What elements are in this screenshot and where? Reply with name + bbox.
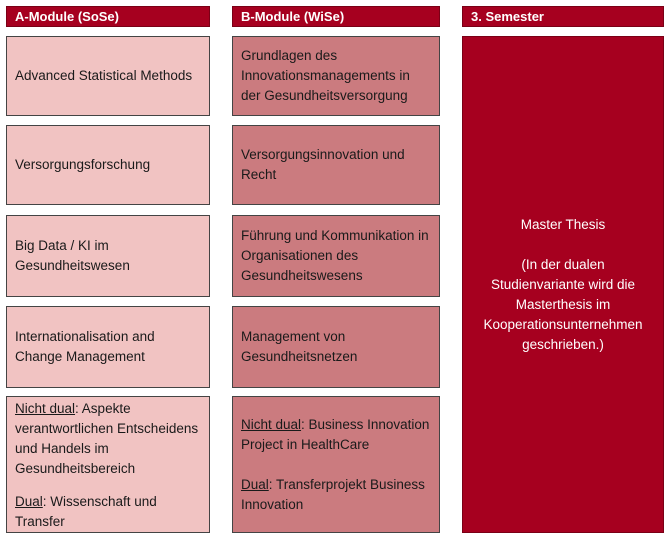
b-module-label: Führung und Kommunikation in Organisationen des Gesundheitswesens	[241, 228, 429, 283]
b-module-choice	[232, 396, 440, 533]
a-module-label: Versorgungsforschung	[15, 157, 151, 172]
b-module-label: Grundlagen des Innovationsmanagements in der Gesundheitsversorgung	[241, 48, 410, 103]
a-choice-dual	[15, 492, 201, 532]
a-choice-dual-text: : Wissenschaft und Transfer	[15, 494, 157, 529]
b-module-management-gesundheitsnetze	[232, 306, 440, 388]
b-choice-nicht-dual	[241, 415, 431, 455]
b-module-versorgungsinnovation-recht	[232, 125, 440, 205]
a-choice-dual-label: Dual	[15, 494, 43, 509]
header-semester-3: 3. Semester	[462, 6, 664, 27]
b-choice-dual-label: Dual	[241, 476, 269, 492]
b-module-grundlagen-innovationsmanagement	[232, 36, 440, 116]
master-thesis-box	[462, 36, 664, 533]
b-module-label: Management von Gesundheitsnetzen	[241, 329, 358, 364]
a-module-advanced-statistical-methods	[6, 36, 210, 116]
a-choice-nicht-dual-label: Nicht dual	[15, 401, 76, 416]
b-choice-nicht-dual-label: Nicht dual	[241, 416, 302, 432]
b-choice-nicht-dual-text: : Business Innovation Project in HealthCare	[241, 416, 430, 452]
a-module-label: Advanced Statistical Methods	[15, 68, 193, 83]
a-module-internationalisation	[6, 306, 210, 388]
b-choice-dual-text: : Transferprojekt Business Innovation	[241, 476, 425, 512]
master-thesis-note: (In der dualen Studienvariante wird die Masterthesis im Kooperationsunternehmen geschrieben.)	[483, 256, 643, 352]
a-module-label: Big Data / KI im Gesundheitswesen	[15, 238, 130, 273]
a-module-label: Internationalisation and Change Management	[15, 329, 155, 364]
b-module-fuehrung-kommunikation	[232, 215, 440, 297]
a-module-versorgungsforschung	[6, 125, 210, 205]
a-module-choice	[6, 396, 210, 533]
a-choice-nicht-dual	[15, 399, 201, 479]
a-choice-nicht-dual-text: : Aspekte verantwortlichen Entscheidens und Handels im Gesundheitsbereich	[15, 401, 199, 476]
header-a-module: A-Module (SoSe)	[6, 6, 210, 27]
master-thesis-title: Master Thesis	[520, 216, 606, 232]
b-choice-dual	[241, 475, 431, 515]
a-module-big-data-ki	[6, 215, 210, 297]
b-module-label: Versorgungsinnovation und Recht	[241, 147, 405, 182]
header-b-module: B-Module (WiSe)	[232, 6, 440, 27]
